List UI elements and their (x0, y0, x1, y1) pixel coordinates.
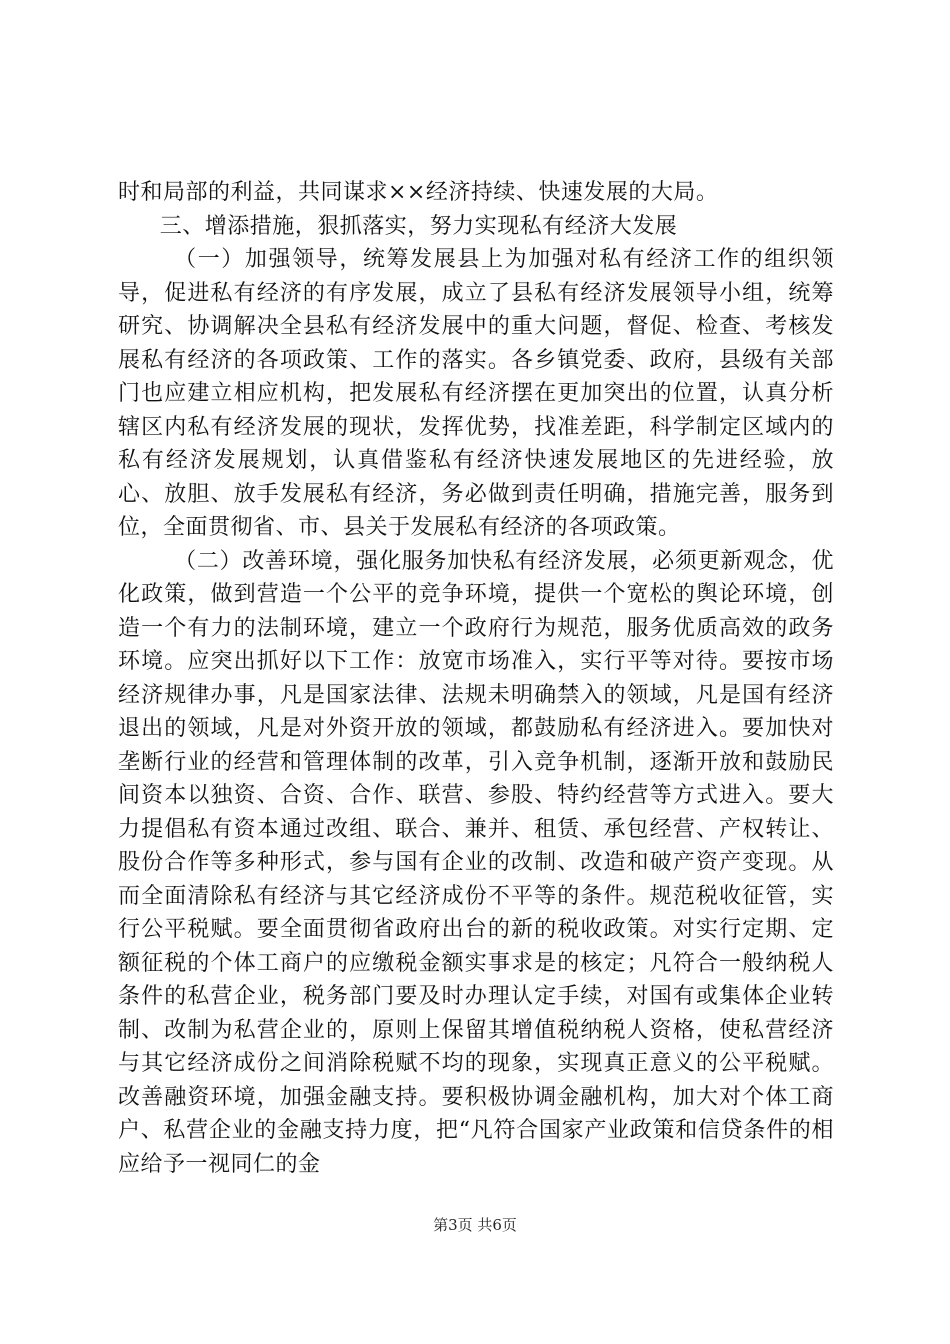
section-heading: 三、增添措施，狠抓落实，努力实现私有经济大发展 (159, 213, 678, 239)
paragraph-environment: （二）改善环境，强化服务加快私有经济发展，必须更新观念，优化政策，做到营造一个公平的竞争环境，提供一个宽松的舆论环境，创造一个有力的法制环境，建立一个政府行为规范，服务优质高效的政务环境。应突出抓好以下工作：放宽市场准入，实行平等对待。要按市场经济规律办事，凡是国家法律、法规未明确禁入的领域，凡是国有经济退出的领域，凡是对外资开放的领域，都鼓励私有经济进入。要加快对垄断行业的经营和管理体制的改革，引入竞争机制，逐渐开放和鼓励民间资本以独资、合资、合作、联营、参股、特约经营等方式进入。要大力提倡私有资本通过改组、联合、兼并、租赁、承包经营、产权转让、股份合作等多种形式，参与国有企业的改制、改造和破产资产变现。从而全面清除私有经济与其它经济成份不平等的条件。规范税收征管，实行公平税赋。要全面贯彻省政府出台的新的税收政策。对实行定期、定额征税的个体工商户的应缴税金额实事求是的核定；凡符合一般纳税人条件的私营企业，税务部门要及时办理认定手续，对国有或集体企业转制、改制为私营企业的，原则上保留其增值税纳税人资格，使私营经济与其它经济成份之间消除税赋不均的现象，实现真正意义的公平税赋。改善融资环境，加强金融支持。要积极协调金融机构，加大对个体工商户、私营企业的金融支持力度，把“凡符合国家产业政策和信贷条件的相应给予一视同仁的金 (118, 548, 834, 1177)
paragraph-continuation: 时和局部的利益，共同谋求××经济持续、快速发展的大局。 (118, 180, 719, 205)
paragraph-leadership: （一）加强领导，统筹发展县上为加强对私有经济工作的组织领导，促进私有经济的有序发展，成立了县私有经济发展领导小组，统筹研究、协调解决全县私有经济发展中的重大问题，督促、检查、考核发展私有经济的各项政策、工作的落实。各乡镇党委、政府，县级有关部门也应建立相应机构，把发展私有经济摆在更加突出的位置，认真分析辖区内私有经济发展的现状，发挥优势，找准差距，科学制定区域内的私有经济发展规划，认真借鉴私有经济快速发展地区的先进经验，放心、放胆、放手发展私有经济，务必做到责任明确，措施完善，服务到位，全面贯彻省、市、县关于发展私有经济的各项政策。 (118, 247, 834, 540)
page-number-footer: 第3页 共6页 (433, 1216, 517, 1234)
document-body (118, 176, 834, 1181)
